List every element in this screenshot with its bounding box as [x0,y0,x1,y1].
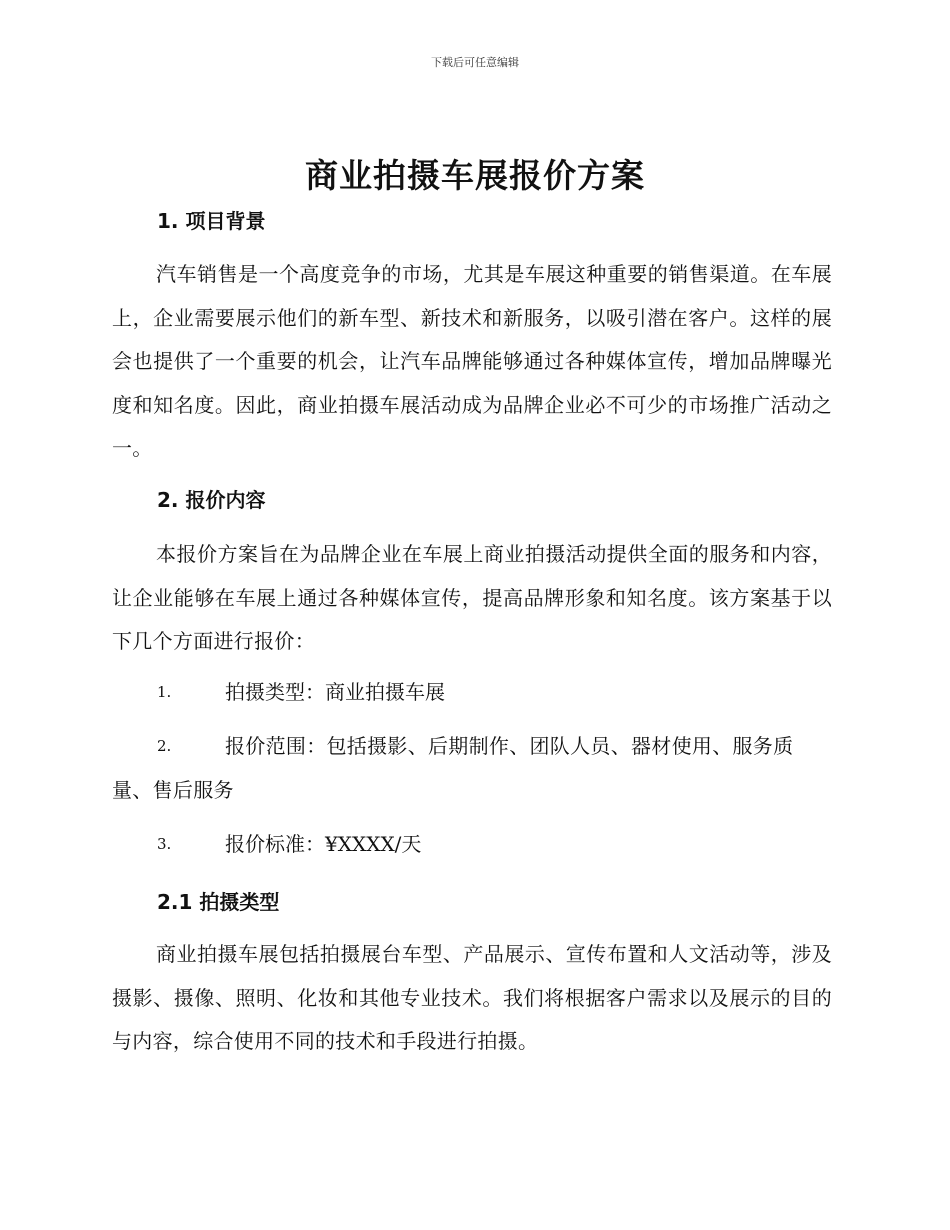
list-item-1 [112,671,832,715]
list-number: 2. [157,737,172,755]
list-text: 报价标准：¥XXXX/天 [225,832,422,856]
list-number: 3. [157,835,172,853]
section-heading-project-background: 1. 项目背景 [157,209,266,233]
paragraph-quote-content: 本报价方案旨在为品牌企业在车展上商业拍摄活动提供全面的服务和内容，让企业能够在车展上通过各种媒体宣传，提高品牌形象和知名度。该方案基于以下几个方面进行报价： [112,542,832,653]
list-text: 拍摄类型：商业拍摄车展 [225,680,445,704]
list-text: 报价范围：包括摄影、后期制作、团队人员、器材使用、服务质量、售后服务 [112,734,794,802]
document-title: 商业拍摄车展报价方案 [305,156,645,195]
section-heading-quote-content: 2. 报价内容 [157,488,266,512]
paragraph-project-background: 汽车销售是一个高度竞争的市场，尤其是车展这种重要的销售渠道。在车展上，企业需要展示他们的新车型、新技术和新服务，以吸引潜在客户。这样的展会也提供了一个重要的机会，让汽车品牌能够通过各种媒体宣传，增加品牌曝光度和知名度。因此，商业拍摄车展活动成为品牌企业必不可少的市场推广活动之一。 [112,262,832,460]
section-heading-shooting-type: 2.1 拍摄类型 [157,890,280,914]
paragraph-shooting-type: 商业拍摄车展包括拍摄展台车型、产品展示、宣传布置和人文活动等，涉及摄影、摄像、照明、化妆和其他专业技术。我们将根据客户需求以及展示的目的与内容，综合使用不同的技术和手段进行拍摄。 [112,942,832,1053]
list-number: 1. [157,683,172,701]
page-header: 下载后可任意编辑 [431,56,519,69]
list-item-2 [112,725,832,812]
list-item-3 [112,823,832,867]
